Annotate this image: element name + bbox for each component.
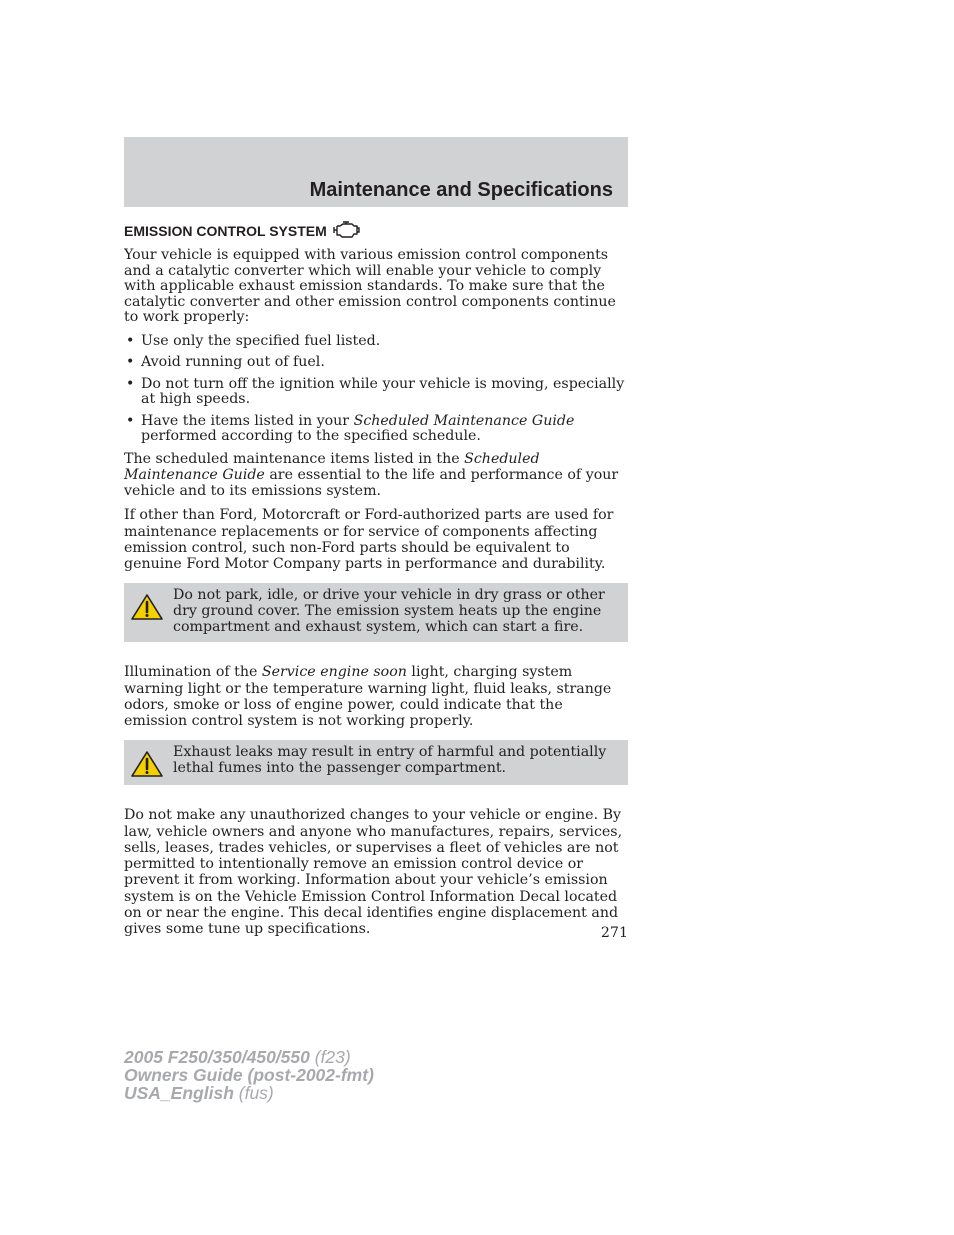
main-content — [124, 220, 628, 946]
warning-text: Exhaust leaks may result in entry of harmful and potentially lethal fumes into the passenger compartment. — [173, 743, 607, 776]
light-reference: Service engine soon — [261, 664, 407, 681]
parts-paragraph: If other than Ford, Motorcraft or Ford-authorized parts are used for maintenance replacements or for service of components affecting emission control, such non-Ford parts should be equivalent to genuine Ford Motor Company parts in performance and durability. — [124, 507, 614, 573]
footer-language: USA_English — [124, 1083, 234, 1103]
warning-triangle-icon — [130, 593, 164, 621]
footer-language-code: (fus) — [233, 1083, 274, 1103]
illumination-paragraph — [124, 664, 628, 729]
paragraph-text: are essential to the life and performance of your vehicle and to its emissions system. — [124, 466, 619, 500]
list-item: • Use only the specified fuel listed. — [124, 334, 628, 350]
guide-reference: Scheduled Maintenance Guide — [124, 450, 540, 483]
paragraph-text: The scheduled maintenance items listed in the — [124, 450, 465, 467]
intro-paragraph: Your vehicle is equipped with various emission control components and a catalytic converter which will enable your vehicle to comply with applicable exhaust emission standards. To make sure that the catalytic converter and other emission control components continue to work properly: — [124, 247, 616, 325]
footer-guide: Owners Guide (post-2002-fmt) — [124, 1065, 374, 1085]
section-heading — [124, 220, 628, 242]
document-footer — [124, 1048, 374, 1102]
warning-box-fumes — [124, 740, 628, 786]
list-item-text: Have the items listed in your — [141, 412, 354, 429]
footer-line-language — [124, 1084, 374, 1102]
page-number: 271 — [600, 925, 628, 941]
list-item: • Do not turn off the ignition while your vehicle is moving, especially at high speeds. — [124, 377, 628, 408]
footer-line-guide — [124, 1066, 374, 1084]
section-header-band — [124, 137, 628, 207]
paragraph-text: light, charging system warning light or the temperature warning light, fluid leaks, strange odors, smoke or loss of engine power, could indicate that the emission control system is not working properly. — [124, 664, 612, 730]
warning-box-fire — [124, 583, 628, 643]
page-section-title: Maintenance and Specifications — [309, 179, 613, 201]
footer-model: 2005 F250/350/450/550 — [124, 1047, 310, 1067]
list-item: • Avoid running out of fuel. — [124, 355, 628, 371]
list-item-text: performed according to the specified schedule. — [141, 428, 481, 444]
footer-line-model — [124, 1048, 374, 1066]
guide-reference: Scheduled Maintenance Guide — [353, 412, 575, 429]
section-heading-text: EMISSION CONTROL SYSTEM — [124, 223, 327, 239]
requirements-list — [124, 334, 628, 445]
list-item — [124, 414, 628, 445]
warning-triangle-icon — [130, 750, 164, 778]
scheduled-maintenance-paragraph — [124, 451, 628, 500]
law-paragraph: Do not make any unauthorized changes to your vehicle or engine. By law, vehicle owners and anyone who manufactures, repairs, services, sells, leases, trades vehicles, or supervises a fleet of vehicles are not permitted to intentionally remove an emission control device or prevent it from working. Information about your vehicle’s emission system is on the Vehicle Emission Control Information Decal located on or near the engine. This decal identifies engine displacement and gives some tune up specifications. — [124, 807, 623, 938]
footer-model-code: (f23) — [309, 1047, 351, 1067]
warning-text: Do not park, idle, or drive your vehicle in dry grass or other dry ground cover. The emission system heats up the engine compartment and exhaust system, which can start a fire. — [173, 586, 605, 636]
check-engine-icon — [331, 220, 361, 243]
paragraph-text: Illumination of the — [124, 664, 262, 681]
